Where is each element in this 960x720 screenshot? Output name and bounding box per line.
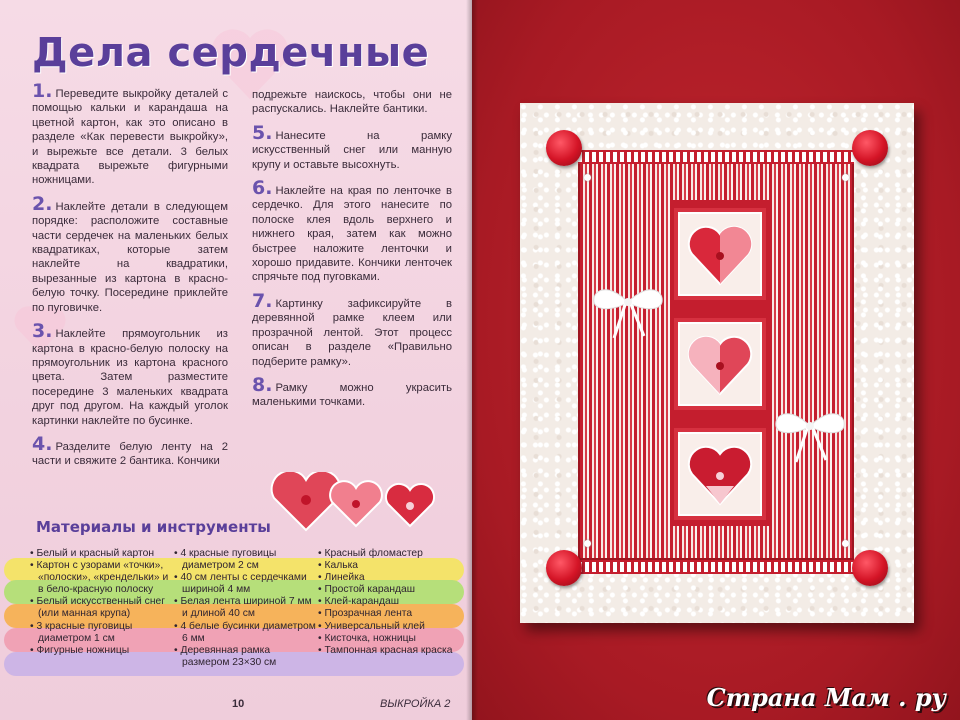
step-number: 7. — [252, 289, 273, 312]
heart-icon — [680, 434, 760, 514]
heart-tile-middle — [678, 322, 762, 406]
material-item: • Фигурные ножницы — [30, 644, 130, 656]
page-number: 10 — [232, 698, 245, 710]
heart-tile-top — [678, 212, 762, 296]
red-button-icon — [546, 130, 582, 166]
step-number: 6. — [252, 177, 273, 200]
section-footer: ВЫКРОЙКА 2 — [380, 698, 451, 710]
bead-icon — [842, 174, 849, 181]
material-item: • Простой карандаш — [318, 584, 416, 596]
step-8 — [252, 373, 452, 410]
step-number: 2. — [32, 192, 53, 215]
material-item: • Универсальный клей — [318, 620, 425, 632]
heart-icon — [386, 484, 434, 526]
material-item: • Белая лента шириной 7 мм и длиной 40 см — [174, 596, 312, 620]
heart-ribbon-bottom — [578, 560, 854, 574]
material-item: • Белый искусственный снег (или манная крупа) — [30, 596, 165, 620]
ribbon-bow-icon — [770, 404, 850, 464]
material-item: • 3 красные пуговицы диаметром 1 см — [30, 620, 133, 644]
material-item: • Белый и красный картон — [30, 548, 155, 559]
step-text: Разделите белую ленту на 2 части и свяжите 2 бантика. Кончики — [32, 440, 228, 468]
material-item: • Линейка — [318, 572, 365, 584]
step-text: Наклейте на края по ленточке в сердечко. Для этого нанесите по полоске клея вдоль верхнего и нижнего края, затем как можно быстрее наложите ленточки и хорошо придавите. Кончики ленточек спрячьте под пуговками. — [252, 185, 452, 284]
material-item: • Тампонная красная краска — [318, 644, 453, 656]
step-text: Наклейте детали в следующем порядке: расположите составные части сердечек на маленьких белых квадратиках, которые затем наклейте на квадратики, вырезанные из картона в красно-белую точку. Посередине приклейте по пуговичке. — [32, 200, 228, 314]
materials-column-2 — [174, 548, 316, 669]
heart-tile-bottom — [678, 432, 762, 516]
step-7 — [252, 289, 452, 369]
step-1 — [32, 80, 228, 188]
step-5 — [252, 121, 452, 172]
left-page — [0, 0, 472, 720]
heart-icon — [272, 472, 341, 530]
material-item: • Деревянная рамка размером 23×30 см — [174, 644, 277, 668]
materials-heading: Материалы и инструменты — [36, 518, 271, 536]
step-number: 3. — [32, 320, 53, 343]
step-number: 5. — [252, 121, 273, 144]
step-3 — [32, 320, 228, 428]
book-spine-shadow — [466, 0, 478, 720]
bead-icon — [584, 540, 591, 547]
material-item: • Прозрачная лента — [318, 608, 413, 620]
step-text: подрежьте наискось, чтобы они не распускались. Наклейте бантики. — [252, 89, 452, 116]
heart-icon — [680, 324, 760, 404]
bead-icon — [842, 540, 849, 547]
material-item: • Кисточка, ножницы — [318, 632, 416, 644]
material-item: • 40 см ленты с сердечками шириной 4 мм — [174, 572, 307, 596]
site-watermark: Страна Мам . ру — [706, 683, 946, 712]
heart-icon — [680, 214, 760, 294]
step-text: Наклейте прямоугольник из картона в красно-белую полоску на прямоугольник из картона красного цвета. Затем разместите посередине 3 маленьких квадрата друг под другом. На каждый уголок картинки наклейте по бусинке. — [32, 328, 228, 427]
ribbon-bow-icon — [588, 280, 668, 340]
material-item: • Калька — [318, 560, 359, 572]
step-text: Картинку зафиксируйте в деревянной рамке клеем или прозрачной лентой. Этот процесс описан в разделе «Правильно подберите рамку». — [252, 297, 452, 368]
step-number: 1. — [32, 80, 53, 102]
materials-column-1 — [30, 548, 170, 657]
page-title: Дела сердечные — [32, 30, 430, 76]
material-item: • Картон с узорами «точки», «полоски», «крендельки» и в бело-красную полоску — [30, 560, 169, 596]
step-6 — [252, 177, 452, 285]
material-item: • 4 белые бусинки диаметром 6 мм — [174, 620, 316, 644]
step-text: Нанесите на рамку искусственный снег или манную крупу и оставьте высохнуть. — [252, 129, 452, 171]
step-text: Переведите выкройку деталей с помощью кальки и карандаша на цветной картон, как это описано в разделе «Как перевести выкройку», и вырежьте все детали. 3 белых квадрата вырежьте фигурными ножницами. — [32, 88, 228, 187]
heart-ribbon-top — [578, 150, 854, 164]
red-button-icon — [852, 550, 888, 586]
instructions-column-1 — [32, 80, 228, 478]
step-number: 8. — [252, 373, 273, 396]
material-item: • Клей-карандаш — [318, 596, 399, 608]
instructions-column-2 — [252, 88, 452, 419]
red-button-icon — [546, 550, 582, 586]
material-item: • Красный фломастер — [318, 548, 423, 559]
step-4 — [32, 432, 228, 469]
materials-column-3 — [318, 548, 458, 657]
patchwork-hearts-illustration — [268, 472, 438, 532]
heart-icon — [330, 481, 382, 526]
step-number: 4. — [32, 432, 53, 455]
step-2 — [32, 192, 228, 315]
material-item: • 4 красные пуговицы диаметром 2 см — [174, 548, 277, 572]
red-button-icon — [852, 130, 888, 166]
step-text: Рамку можно украсить маленькими точками. — [252, 381, 452, 409]
step-4-continued — [252, 88, 452, 117]
bead-icon — [584, 174, 591, 181]
